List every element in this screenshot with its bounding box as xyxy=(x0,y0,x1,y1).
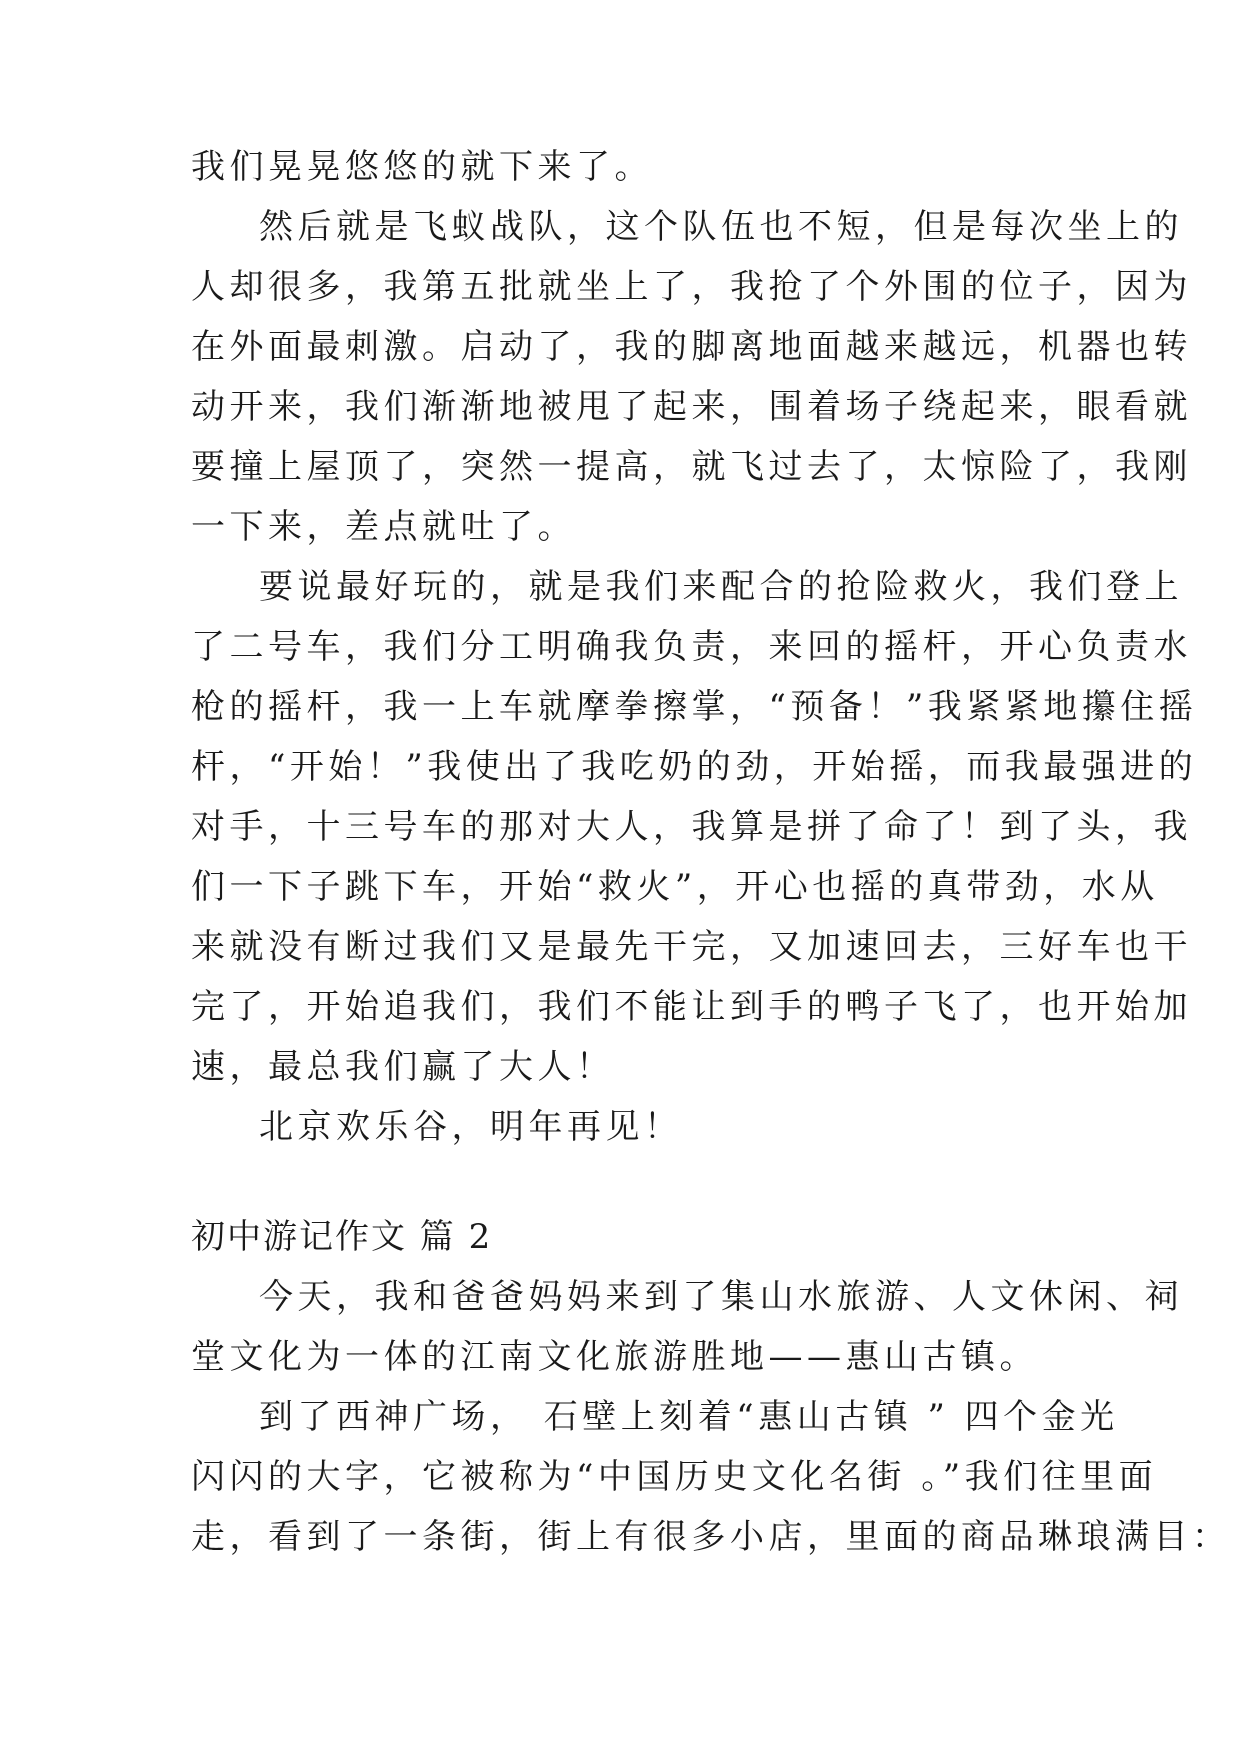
paragraph-line: 今天，我和爸爸妈妈来到了集山水旅游、人文休闲、祠 xyxy=(259,1277,1183,1317)
paragraph-line: 堂文化为一体的江南文化旅游胜地——惠山古镇。 xyxy=(191,1337,1038,1377)
paragraph-line: 要撞上屋顶了，突然一提高，就飞过去了，太惊险了，我刚 xyxy=(191,447,1192,487)
paragraph-line: 人却很多，我第五批就坐上了，我抢了个外围的位子，因为 xyxy=(191,267,1192,307)
section-1-body xyxy=(191,137,1198,1157)
paragraph-line: 在外面最刺激。启动了，我的脚离地面越来越远，机器也转 xyxy=(191,327,1192,367)
paragraph-line: 闪闪的大字，它被称为“中国历史文化名街 。”我们往里面 xyxy=(191,1457,1158,1497)
paragraph-line: 一下来，差点就吐了。 xyxy=(191,507,576,547)
paragraph-line: 杆，“开始！”我使出了我吃奶的劲，开始摇，而我最强进的 xyxy=(191,747,1198,787)
paragraph-line: 要说最好玩的，就是我们来配合的抢险救火，我们登上 xyxy=(259,567,1183,607)
paragraph-line: 们一下子跳下车，开始“救火”，开心也摇的真带劲，水从 xyxy=(191,867,1159,907)
section-heading: 初中游记作文 篇 2 xyxy=(191,1217,493,1257)
paragraph-line: 动开来，我们渐渐地被甩了起来，围着场子绕起来，眼看就 xyxy=(191,387,1192,427)
paragraph-line: 我们晃晃悠悠的就下来了。 xyxy=(191,147,653,187)
section-2 xyxy=(191,1207,1231,1567)
paragraph-line: 北京欢乐谷，明年再见！ xyxy=(259,1107,683,1147)
paragraph-line: 来就没有断过我们又是最先干完，又加速回去，三好车也干 xyxy=(191,927,1192,967)
paragraph-line: 到了西神广场， 石壁上刻着“惠山古镇 ” 四个金光 xyxy=(259,1397,1119,1437)
paragraph-line: 走，看到了一条街，街上有很多小店，里面的商品琳琅满目： xyxy=(191,1517,1231,1557)
paragraph-line: 然后就是飞蚁战队，这个队伍也不短，但是每次坐上的 xyxy=(259,207,1183,247)
paragraph-line: 完了，开始追我们，我们不能让到手的鸭子飞了，也开始加 xyxy=(191,987,1192,1027)
paragraph-line: 速，最总我们赢了大人！ xyxy=(191,1047,615,1087)
paragraph-line: 对手，十三号车的那对大人，我算是拼了命了！到了头，我 xyxy=(191,807,1192,847)
paragraph-line: 了二号车，我们分工明确我负责，来回的摇杆，开心负责水 xyxy=(191,627,1192,667)
paragraph-line: 枪的摇杆，我一上车就摩拳擦掌，“预备！”我紧紧地攥住摇 xyxy=(191,687,1198,727)
